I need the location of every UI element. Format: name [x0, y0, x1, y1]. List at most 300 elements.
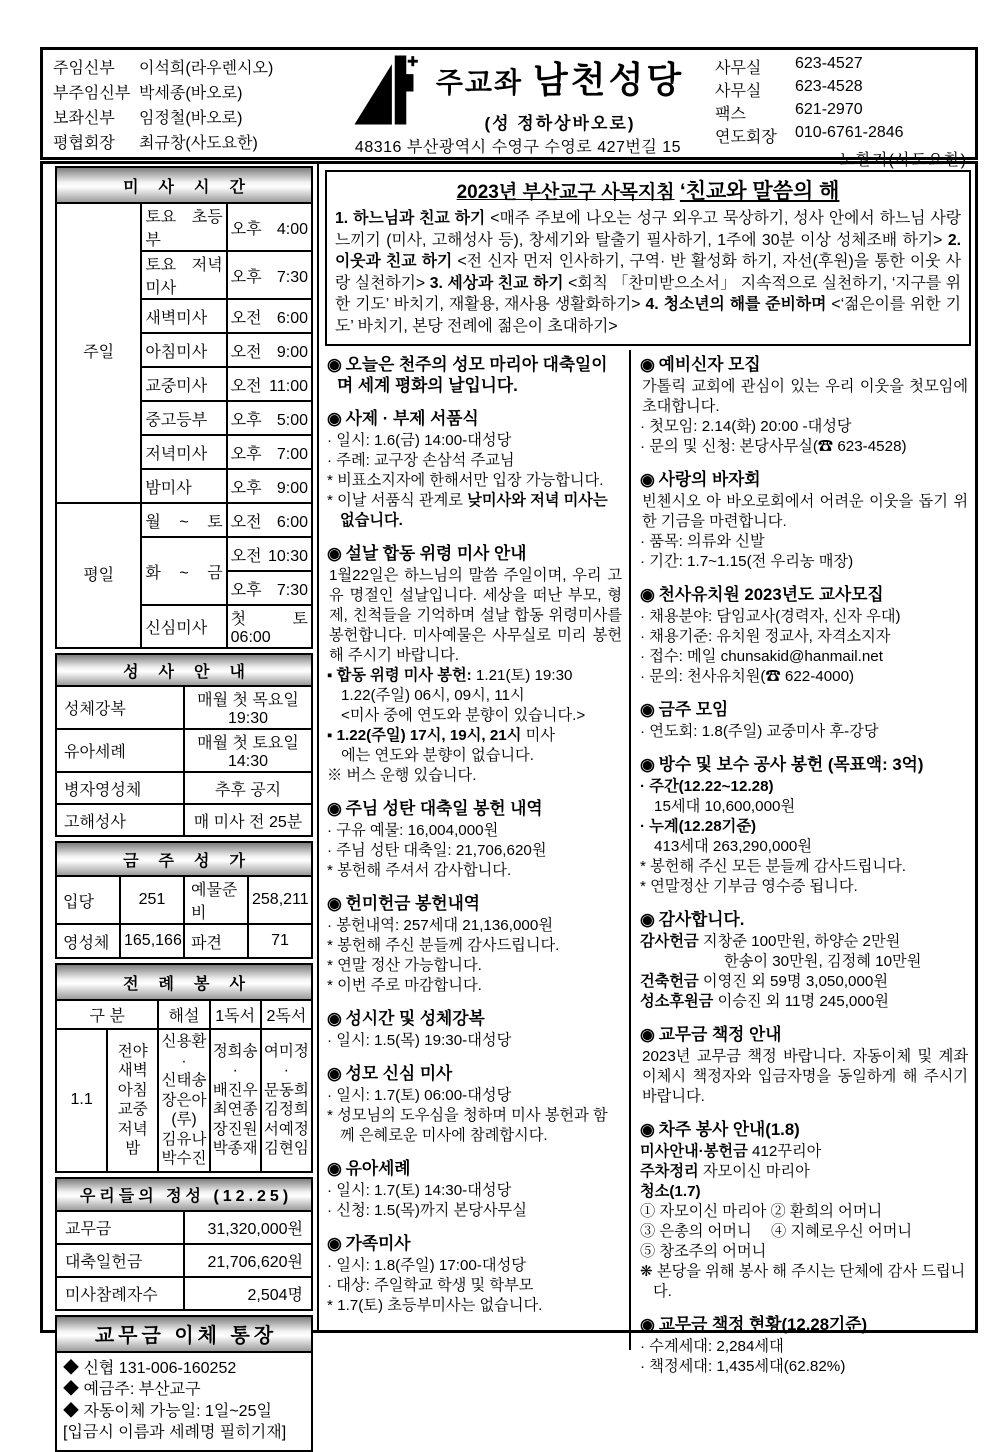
text-line: ※ 버스 운행 있습니다. [327, 767, 477, 784]
list-item: 문동희 [263, 1081, 309, 1099]
fisheye-bullet-icon: ◉ [640, 1315, 655, 1334]
announcement-title-text: 가족미사 [345, 1234, 411, 1253]
text-segment: <미사 중에 연도와 분향이 있습니다.> [341, 707, 586, 724]
fisheye-bullet-icon: ◉ [640, 1120, 655, 1139]
liturgy-commentators [158, 1029, 209, 1172]
list-item: · [181, 1052, 187, 1070]
announcement-title-text: 유아세례 [345, 1159, 411, 1178]
text-segment: 이영진 외 59명 3,050,000원 [698, 973, 889, 990]
announcement [640, 699, 968, 742]
hymns-table [55, 841, 313, 959]
cell: 병자영성체 [56, 772, 184, 804]
fisheye-bullet-icon: ◉ [640, 910, 655, 929]
table-row [56, 772, 312, 804]
cell: 71 [248, 924, 312, 958]
announcement [640, 1119, 968, 1302]
staff-name: 임정철(바오로) [139, 110, 243, 127]
fisheye-bullet-icon: ◉ [640, 755, 655, 774]
fisheye-bullet-icon: ◉ [327, 544, 342, 563]
text-segment: 3. 세상과 친교 하기 [429, 274, 569, 292]
section-title-transfer: 교무금 이체 통장 [57, 1317, 311, 1353]
list-item: 장은아(루) [161, 1091, 207, 1128]
text-segment: 미사안내·봉헌금 [640, 1143, 748, 1160]
text-line [327, 706, 622, 726]
text-line: · 접수: 메일 chunsakid@hanmail.net [640, 648, 883, 665]
announcement-title-text: 설날 합동 위령 미사 안내 [345, 544, 527, 563]
list-item: 최연종 [212, 1101, 258, 1119]
list-item: ◆ 예금주: 부산교구 [63, 1381, 201, 1398]
announcement-title [327, 1158, 622, 1179]
contact-list [711, 50, 975, 169]
text-segment: 1. 하느님과 친교 하기 [335, 210, 491, 227]
text-line: · 첫모임: 2.14(화) 20:00 -대성당 [640, 418, 852, 435]
staff-row [53, 130, 321, 153]
announcement-title [640, 584, 968, 605]
list-item: 전야 [117, 1042, 148, 1060]
staff-row [53, 80, 321, 103]
list-item: 김유나 [161, 1130, 207, 1148]
pastoral-guidelines-box [325, 170, 971, 346]
cell: 새벽미사 [141, 299, 226, 333]
liturgy-date: 1.1 [56, 1029, 107, 1172]
text-line [640, 377, 968, 417]
cell: 오후 9:00 [227, 469, 312, 503]
announcement-title [327, 1008, 622, 1029]
fisheye-bullet-icon: ◉ [327, 409, 342, 428]
text-segment: 한송이 30만원, 김정혜 10만원 [724, 953, 922, 970]
announcement-title [640, 1119, 968, 1140]
church-title-row [352, 52, 684, 134]
left-sidebar [43, 164, 319, 1441]
contact-label: 사무실 [715, 83, 762, 100]
text-line: * 봉헌해 주셔서 감사합니다. [327, 862, 512, 879]
list-item: 박종재 [212, 1140, 258, 1158]
announcement [640, 469, 968, 572]
text-line [640, 492, 968, 532]
table-row [56, 804, 312, 836]
announcement [327, 1158, 622, 1221]
contact-label: 팩스 [715, 106, 746, 123]
list-item: 김정희 [263, 1101, 309, 1119]
contact-person: 노환기(사도요한) [839, 152, 967, 169]
column-header: 구 분 [56, 1000, 158, 1029]
announcement [640, 909, 968, 1012]
church-address: 48316 부산광역시 수영구 수영로 427번길 15 [354, 139, 682, 156]
announcement-title [327, 893, 622, 914]
text-line [327, 566, 622, 666]
staff-name: 최규창(사도요한) [139, 135, 258, 152]
text-line: · 일시: 1.7(토) 14:30-대성당 [327, 1182, 512, 1199]
table-row [56, 876, 312, 924]
text-line: · 수계세대: 2,284세대 [640, 1338, 784, 1355]
text-line: * 비표소지자에 한해서만 입장 가능합니다. [327, 472, 604, 489]
table-row [56, 924, 312, 958]
staff-list [43, 50, 325, 157]
cell: 월 ~ 토 [141, 503, 226, 537]
list-item: 아침 [117, 1081, 148, 1099]
column-header: 1독서 [210, 1000, 261, 1029]
column-header: 해설 [158, 1000, 209, 1029]
fisheye-bullet-icon: ◉ [640, 470, 655, 489]
text-line: * 성모님의 도우심을 청하며 미사 봉헌과 함께 은혜로운 미사에 참례합시다. [327, 1107, 608, 1144]
text-line [640, 972, 968, 992]
contact-value: 010-6761-2846 [795, 124, 904, 141]
announcement [327, 354, 622, 396]
sacraments-table [55, 653, 313, 837]
text-line: · 일시: 1.6(금) 14:00-대성당 [327, 432, 512, 449]
list-item: 배진우 [212, 1081, 258, 1099]
contact-row [715, 78, 967, 101]
cell: 예물준비 [184, 876, 248, 924]
cell: 성체강복 [56, 686, 184, 729]
text-segment: 413세대 263,290,000원 [654, 838, 813, 855]
staff-role: 주임신부 [53, 60, 115, 77]
list-item: 장진원 [212, 1120, 258, 1138]
text-line [640, 932, 968, 952]
text-line: · 채용분야: 담임교사(경력자, 신자 우대) [640, 608, 901, 625]
text-segment: <매주 주보에 나오는 성구 외우고 묵상하기, 성사 안에서 하느님 사랑 느끼기 (미사, 고해성사 등), 창세기와 탈출기 필사하기, 1주에 30분 이상 성체조배 하기> [335, 210, 961, 249]
table-row [56, 1178, 312, 1211]
text-line: ③ 은총의 어머니 ④ 지혜로우신 어머니 [640, 1223, 913, 1240]
announcement-title-text: 헌미헌금 봉헌내역 [345, 894, 481, 913]
cell: 토요 초등부 [141, 203, 226, 251]
text-segment: 빈첸시오 아 바오로회에서 어려운 이웃을 돕기 위한 기금을 마련합니다. [642, 493, 968, 530]
list-item: 정희송 [212, 1042, 258, 1060]
text-line: · 일시: 1.7(토) 06:00-대성당 [327, 1087, 512, 1104]
text-segment: 2. 이웃과 친교 하기 [335, 231, 961, 270]
announcement-title [327, 798, 622, 819]
cell: 매월 첫 토요일 14:30 [184, 729, 312, 772]
offerings-table [55, 1177, 313, 1311]
text-line: ⑤ 창조주의 어머니 [640, 1243, 767, 1260]
church-prefix: 주교좌 [435, 67, 524, 98]
cell: 258,211 [248, 876, 312, 924]
text-segment: 가톨릭 교회에 관심이 있는 우리 이웃을 첫모임에 초대합니다. [642, 378, 968, 415]
table-row [56, 729, 312, 772]
announcement [327, 543, 622, 786]
fisheye-bullet-icon: ◉ [327, 1064, 342, 1083]
text-segment: 412꾸리아 [747, 1143, 822, 1160]
table-row [56, 167, 312, 203]
main-content [40, 161, 978, 1441]
text-segment: 에는 연도와 분향이 없습니다. [341, 747, 534, 764]
text-line: ① 자모이신 마리아 ② 환희의 어머니 [640, 1203, 883, 1220]
announcement-title [640, 909, 968, 930]
announcement-title-text: 천사유치원 2023년도 교사모집 [658, 585, 884, 604]
text-line: · 일시: 1.5(목) 19:30-대성당 [327, 1032, 512, 1049]
church-logo [352, 54, 426, 126]
text-line [640, 1047, 968, 1107]
cell: 입당 [56, 876, 120, 924]
pastoral-title-emphasis: ‘친교와 말씀의 해 [679, 180, 840, 203]
section-title-hymns: 금주성가 [56, 842, 312, 876]
cell: 영성체 [56, 924, 120, 958]
contact-value: 621-2970 [795, 101, 863, 118]
announcement-title [640, 1024, 968, 1045]
announcement [327, 798, 622, 881]
text-segment: 미사 [521, 727, 555, 744]
fisheye-bullet-icon: ◉ [327, 1009, 342, 1028]
text-line: · 주님 성탄 대축일: 21,706,620원 [327, 842, 547, 859]
cell: 유아세례 [56, 729, 184, 772]
fisheye-bullet-icon: ◉ [640, 585, 655, 604]
fisheye-bullet-icon: ◉ [327, 1234, 342, 1253]
text-segment: 지창준 100만원, 하양순 2만원 [698, 933, 901, 950]
announcement [640, 354, 968, 457]
text-segment: 4. 청소년의 해를 준비하며 [645, 296, 832, 313]
text-line: · 품목: 의류와 신발 [640, 533, 765, 550]
contact-label: 사무실 [715, 60, 762, 77]
cell: 추후 공지 [184, 772, 312, 804]
cell: 165,166 [120, 924, 184, 958]
announcement-title-text: 사제 · 부제 서품식 [345, 409, 479, 428]
text-line: · 구유 예물: 16,004,000원 [327, 822, 499, 839]
text-line [640, 1182, 968, 1202]
list-item: · [232, 1062, 238, 1080]
text-line [640, 1162, 968, 1182]
cell: 매월 첫 목요일 19:30 [184, 686, 312, 729]
masthead-center [325, 50, 711, 157]
text-segment: 자모이신 마리아 [698, 1163, 810, 1180]
cell: 토요 저녁미사 [141, 251, 226, 299]
text-line: · 채용기준: 유치원 정교사, 자격소지자 [640, 628, 891, 645]
group-label-sunday: 주일 [56, 203, 141, 503]
cell: 파견 [184, 924, 248, 958]
announcement [327, 893, 622, 996]
section-title-sacraments: 성사안내 [56, 654, 312, 686]
announcement-title-text: 차주 봉사 안내(1.8) [658, 1120, 800, 1139]
announcement-title-text: 방수 및 보수 공사 봉헌 (목표액: 3억) [658, 755, 924, 774]
cell: 오전 6:00 [227, 503, 312, 537]
text-line [327, 726, 622, 746]
staff-name: 박세종(바오로) [139, 85, 243, 102]
text-line: * 이번 주로 마감합니다. [327, 977, 482, 994]
text-segment: 이승진 외 11명 245,000원 [713, 993, 889, 1010]
contact-row [715, 124, 967, 147]
text-line [327, 491, 622, 531]
text-segment: 성소후원금 [640, 993, 714, 1010]
announcement-title-text: 성시간 및 성체강복 [345, 1009, 485, 1028]
transfer-lines [57, 1353, 311, 1450]
list-item: 박수진 [161, 1150, 207, 1167]
text-line: · 문의: 천사유치원(☎ 622-4000) [640, 668, 855, 685]
list-item: 교중 [117, 1101, 148, 1119]
church-subtitle: (성 정하상바오로) [484, 114, 636, 133]
text-segment: 감사헌금 [640, 933, 699, 950]
list-item: 신태송 [161, 1072, 207, 1089]
cell: 교무금 [56, 1211, 184, 1244]
text-line: · 일시: 1.8(주일) 17:00-대성당 [327, 1257, 526, 1274]
fisheye-bullet-icon: ◉ [327, 894, 342, 913]
announcement [327, 408, 622, 531]
cell: 오전 9:00 [227, 333, 312, 367]
section-title-liturgy: 전례봉사 [56, 964, 312, 1000]
text-segment: 1월22일은 하느님의 말씀 주일이며, 우리 고유 명절인 설날입니다. 세상을 떠난 부모, 형제, 친척들을 기억하며 설날 합동 위령미사를 봉헌합니다. 미사예물은 사무실로 미리 봉헌해 주시기 바랍니다. [329, 567, 622, 664]
cell: 저녁미사 [141, 435, 226, 469]
announcement [640, 1024, 968, 1107]
cell: 오전 11:00 [227, 367, 312, 401]
table-row [56, 1000, 312, 1029]
list-item: 김현임 [263, 1140, 309, 1158]
announcement-title [327, 543, 622, 564]
liturgy-times [107, 1029, 158, 1172]
list-item: · [283, 1062, 289, 1080]
table-row [56, 654, 312, 686]
list-item: ◆ 신협 131-006-160252 [63, 1359, 237, 1377]
contact-label: 연도회장 [715, 129, 777, 146]
announcement-title [327, 1233, 622, 1254]
announcement-title-text: 교무금 책정 안내 [658, 1025, 782, 1044]
list-item: 밤 [125, 1140, 141, 1158]
pastoral-title-text: 2023년 부산교구 사목지침 [456, 182, 675, 203]
table-row [56, 1277, 312, 1310]
staff-role: 평협회장 [53, 135, 115, 152]
text-line [327, 746, 622, 766]
announcement-title-text: 금주 모임 [658, 700, 729, 719]
cell: 오후 7:00 [227, 435, 312, 469]
cell: 첫 토 06:00 [227, 605, 312, 648]
liturgy-reader1 [210, 1029, 261, 1172]
text-segment: <회칙 「찬미받으소서」 지속적으로 실천하기, ‘지구를 위한 기도’ 바치기, 재활용, 재사용 생활화하기> [335, 274, 961, 313]
transfer-account-box [55, 1315, 313, 1452]
text-line [640, 837, 968, 857]
text-segment: 건축헌금 [640, 973, 699, 990]
fisheye-bullet-icon: ◉ [327, 799, 342, 818]
announcement-title-text: 교무금 책정 현황(12.28기준) [658, 1315, 868, 1334]
cell: 오후 7:30 [227, 571, 312, 605]
list-item: [입금시 이름과 세례명 필히기재] [63, 1424, 287, 1441]
cell: 오후 5:00 [227, 401, 312, 435]
announcement-title-text: 주님 성탄 대축일 봉헌 내역 [345, 799, 543, 818]
announcement-title [640, 1314, 968, 1335]
cell: 2,504명 [184, 1277, 312, 1310]
text-line: * 봉헌해 주신 모든 분들께 감사드립니다. [640, 858, 906, 875]
announcement-title-text: 예비신자 모집 [658, 355, 761, 374]
announcement-title [327, 408, 622, 429]
section-title-mass-times: 미사시간 [56, 167, 312, 203]
text-segment: * 이날 서품식 관계로 [327, 492, 468, 509]
announcement-title [640, 754, 968, 775]
announcement-title-text: 감사합니다. [658, 910, 745, 929]
list-item: 저녁 [117, 1120, 148, 1138]
table-row [56, 1211, 312, 1244]
text-line: · 기간: 1.7~1.15(전 우리농 매장) [640, 553, 854, 570]
pastoral-body [335, 208, 961, 337]
announcement [327, 1008, 622, 1051]
announcement-title [327, 1063, 622, 1084]
staff-name: 이석희(라우렌시오) [139, 60, 274, 77]
text-line: · 문의 및 신청: 본당사무실(☎ 623-4528) [640, 438, 907, 455]
table-row [56, 842, 312, 876]
column-header: 2독서 [261, 1000, 312, 1029]
text-segment: <‘젊은이를 위한 기도’ 바치기, 본당 전례에 젊은이 초대하기> [335, 296, 961, 335]
cell: 251 [120, 876, 184, 924]
church-name-line [436, 52, 684, 103]
cell: 31,320,000원 [184, 1211, 312, 1244]
pastoral-title [335, 174, 961, 208]
staff-row [53, 55, 321, 78]
fisheye-bullet-icon: ◉ [640, 1025, 655, 1044]
text-segment: 주차정리 [640, 1163, 699, 1180]
text-line: · 신청: 1.5(목)까지 본당사무실 [327, 1202, 527, 1219]
announcements-area [321, 164, 975, 1375]
text-segment: <전 신자 먼저 인사하기, 구역· 반 활성화 하기, 자선(후원)을 통한 이웃 사랑 실천하기> [335, 253, 961, 292]
text-line: · 책정세대: 1,435세대(62.82%) [640, 1358, 846, 1375]
fisheye-bullet-icon: ◉ [640, 700, 655, 719]
text-line [640, 1142, 968, 1162]
list-item: 신용환 [161, 1033, 207, 1050]
table-row [56, 503, 312, 537]
announcement-title-text: 성모 신심 미사 [345, 1064, 453, 1083]
text-segment: 2023년 교무금 책정 바랍니다. 자동이체 및 계좌이체시 책정자와 입금자명을 동일하게 해 주시기 바랍니다. [642, 1048, 968, 1105]
contact-value: 623-4527 [795, 55, 863, 72]
staff-role: 부주임신부 [53, 85, 131, 102]
text-line: · 대상: 주일학교 학생 및 학부모 [327, 1277, 534, 1294]
text-line [640, 817, 968, 837]
text-segment: 청소(1.7) [640, 1183, 701, 1200]
cell: 고해성사 [56, 804, 184, 836]
list-item: 여미정 [263, 1042, 309, 1060]
cell: 미사참례자수 [56, 1277, 184, 1310]
table-row [56, 686, 312, 729]
fisheye-bullet-icon: ◉ [640, 355, 655, 374]
cell: 화 ~ 금 [141, 537, 226, 605]
cell: 오전 10:30 [227, 537, 312, 571]
table-row [56, 203, 312, 251]
announcement [640, 1314, 968, 1377]
announcement-title [640, 699, 968, 720]
text-line: ❋ 본당을 위해 봉사 해 주시는 단체에 감사 드립니다. [640, 1263, 966, 1300]
announcement-title-text: 오늘은 천주의 성모 마리아 대축일이며 세계 평화의 날입니다. [337, 355, 608, 395]
text-line [327, 666, 622, 686]
text-line: * 연말 정산 가능합니다. [327, 957, 482, 974]
text-segment: 낮미사와 저녁 미사는 없습니다. [340, 492, 608, 529]
church-titles [436, 52, 684, 134]
announcement-title [640, 354, 968, 375]
cell: 오후 4:00 [227, 203, 312, 251]
church-name: 남천성당 [533, 59, 685, 100]
text-segment: · 주간(12.22~12.28) [640, 778, 774, 795]
text-segment: ▪ 1.22(주일) 17시, 19시, 21시 [327, 727, 522, 744]
table-row [56, 1029, 312, 1172]
list-item: ◆ 자동이체 가능일: 1일~25일 [63, 1402, 272, 1420]
cell: 신심미사 [141, 605, 226, 648]
cell: 오후 7:30 [227, 251, 312, 299]
text-line [640, 992, 968, 1012]
text-line: · 연도회: 1.8(주일) 교중미사 후-강당 [640, 723, 879, 740]
announcement-columns [324, 350, 972, 1375]
text-line [640, 797, 968, 817]
contact-row [715, 55, 967, 78]
fisheye-bullet-icon: ◉ [327, 1159, 342, 1178]
liturgy-reader2 [261, 1029, 312, 1172]
announcements-column-right [629, 350, 972, 1375]
staff-role: 보좌신부 [53, 110, 115, 127]
group-label-weekday: 평일 [56, 503, 141, 648]
text-segment: · 누계(12.28기준) [640, 818, 757, 835]
contact-row [715, 101, 967, 124]
text-segment: ▪ 합동 위령 미사 봉헌: [327, 667, 472, 684]
cell: 대축일헌금 [56, 1244, 184, 1277]
cell: 교중미사 [141, 367, 226, 401]
announcement [640, 584, 968, 687]
contact-value: 623-4528 [795, 78, 863, 95]
cell: 21,706,620원 [184, 1244, 312, 1277]
staff-row [53, 105, 321, 128]
text-line [640, 952, 968, 972]
text-line [640, 777, 968, 797]
announcements-column-left [324, 350, 629, 1350]
